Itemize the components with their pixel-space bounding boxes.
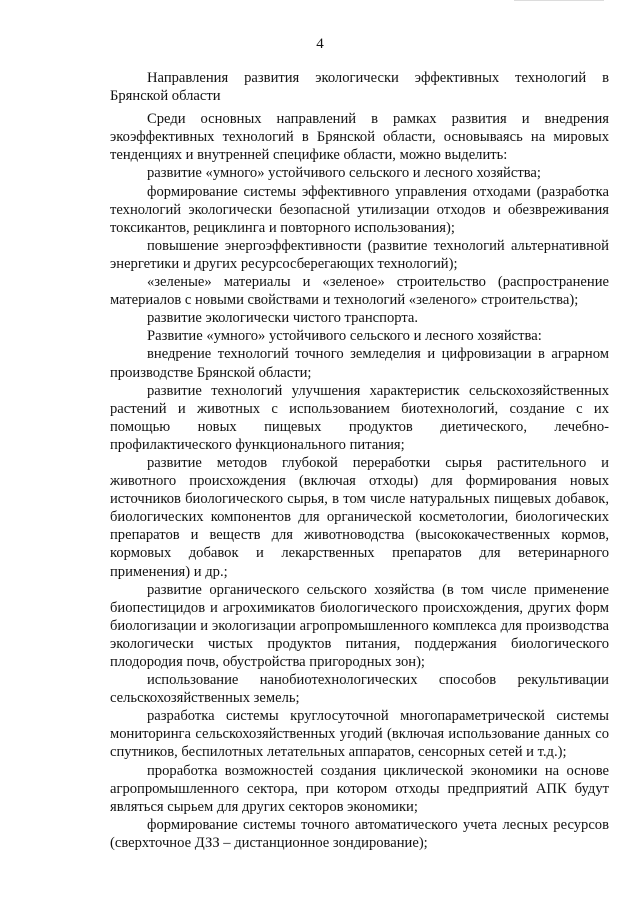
paragraph-intro: Среди основных направлений в рамках развития и внедрения экоэффективных технологий в Брянской области, основываясь на мировых тенденциях и внутренней специфике области, можно выделить: bbox=[110, 111, 609, 164]
subsection-heading: Развитие «умного» устойчивого сельского и лесного хозяйства: bbox=[147, 328, 542, 345]
list-item-deep-processing: развитие методов глубокой переработки сырья растительного и животного происхождения (включая отходы) для формирования новых источников биологического сырья, в том числе натуральных пищевых добавок, биологических компонентов для органической косметологии, биологических препаратов и веществ для животноводства (высококачественных кормов, кормовых добавок и лекарственных препаратов для ветеринарного применения) и др.; bbox=[110, 454, 609, 580]
document-body bbox=[110, 69, 609, 852]
scan-edge-line bbox=[514, 0, 604, 1]
list-item-waste-management: формирование системы эффективного управления отходами (разработка технологий экологически безопасной утилизации отходов и обезвреживания токсикантов, рециклинга и повторного использования); bbox=[110, 183, 609, 236]
list-item-energy-efficiency: повышение энергоэффективности (развитие технологий альтернативной энергетики и других ресурсосберегающих технологий); bbox=[110, 237, 609, 272]
list-item-forest-accounting: формирование системы точного автоматического учета лесных ресурсов (сверхточное ДЗЗ – дистанционное зондирование); bbox=[110, 816, 609, 851]
section-heading: Направления развития экологически эффективных технологий в Брянской области bbox=[110, 70, 609, 105]
list-item-green-materials: «зеленые» материалы и «зеленое» строительство (распространение материалов с новыми свойствами и технологий «зеленого» строительства); bbox=[110, 274, 609, 309]
list-item-monitoring-system: разработка системы круглосуточной многопараметрической системы мониторинга сельскохозяйственных угодий (включая использование данных со спутников, беспилотных летательных аппаратов, сенсорных сетей и т.д.); bbox=[110, 708, 609, 761]
list-item-biotechnology: развитие технологий улучшения характеристик сельскохозяйственных растений и животных с использованием биотехнологий, создание с их помощью новых пищевых продуктов диетического, лечебно-профилактического функционального питания; bbox=[110, 382, 609, 453]
list-item-organic-agriculture: развитие органического сельского хозяйства (в том числе применение биопестицидов и агрохимикатов биологического происхождения, других форм биологизации и экологизации агропромышленного комплекса для производства экологически чистых продуктов питания, поддержания биологического плодородия почв, обустройства пригородных зон); bbox=[110, 581, 609, 670]
list-item-nanobiotechnology: использование нанобиотехнологических способов рекультивации сельскохозяйственных земель; bbox=[110, 672, 609, 707]
list-item-circular-economy: проработка возможностей создания циклической экономики на основе агропромышленного сектора, при котором отходы предприятий АПК будут являться сырьем для других секторов экономики; bbox=[110, 762, 609, 815]
list-item-precision-farming: внедрение технологий точного земледелия и цифровизации в аграрном производстве Брянской области; bbox=[110, 346, 609, 381]
list-item-smart-agriculture: развитие «умного» устойчивого сельского и лесного хозяйства; bbox=[147, 165, 541, 182]
list-item-clean-transport: развитие экологически чистого транспорта. bbox=[147, 310, 419, 327]
page-number: 4 bbox=[316, 36, 324, 52]
